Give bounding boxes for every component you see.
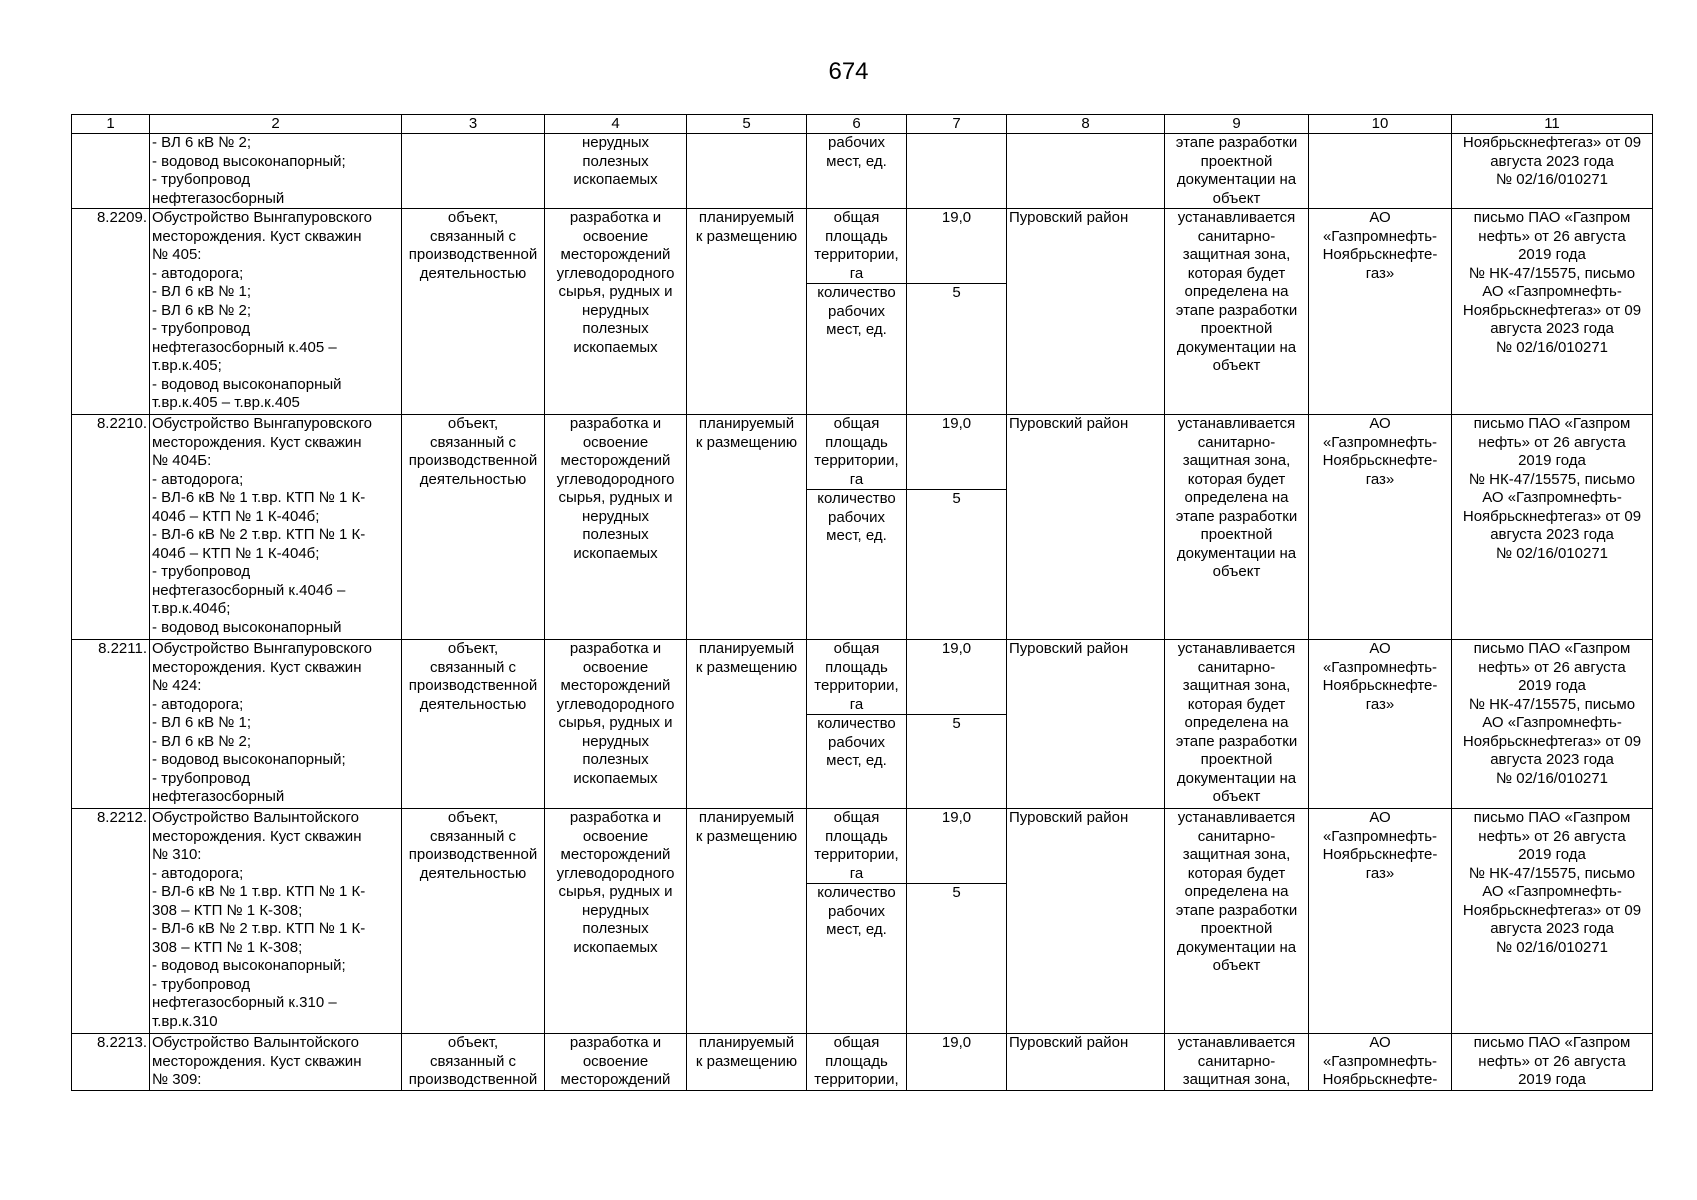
row-number: 8.2211.	[72, 640, 150, 809]
owner: АО «Газпромнефть- Ноябрьскнефте- газ»	[1309, 809, 1452, 1034]
column-header: 6	[807, 115, 907, 134]
object-name: Обустройство Валынтойского месторождения. Куст скважин № 310: - автодорога; - ВЛ-6 кВ № 1 т.вр. КТП № 1 К- 308 – КТП № 1 К-308; - ВЛ-6 кВ № 2 т.вр. КТП № 1 К- 308 – КТП № 1 К-308; - водовод высоконапорный; - трубопровод нефтегазосборный к.310 – т.вр.к.310	[150, 809, 402, 1034]
area-value: 19,0	[907, 809, 1007, 884]
column-header: 11	[1452, 115, 1653, 134]
object-type: объект, связанный с производственной	[402, 1034, 545, 1091]
row-number	[72, 134, 150, 209]
area-value: 19,0	[907, 415, 1007, 490]
object-name: Обустройство Валынтойского месторождения. Куст скважин № 309:	[150, 1034, 402, 1091]
row-number: 8.2209.	[72, 209, 150, 415]
table-row	[72, 415, 1653, 490]
column-header: 7	[907, 115, 1007, 134]
column-header: 10	[1309, 115, 1452, 134]
object-purpose: разработка и освоение месторождений углеводородного сырья, рудных и нерудных полезных ископаемых	[545, 415, 687, 640]
location: Пуровский район	[1007, 640, 1165, 809]
object-name: Обустройство Вынгапуровского месторождения. Куст скважин № 404Б: - автодорога; - ВЛ-6 кВ № 1 т.вр. КТП № 1 К- 404б – КТП № 1 К-404б; - ВЛ-6 кВ № 2 т.вр. КТП № 1 К- 404б – КТП № 1 К-404б; - трубопровод нефтегазосборный к.404б – т.вр.к.404б; - водовод высоконапорный	[150, 415, 402, 640]
jobs-label: количество рабочих мест, ед.	[807, 715, 907, 809]
column-header: 1	[72, 115, 150, 134]
object-status: планируемый к размещению	[687, 809, 807, 1034]
basis: Ноябрьскнефтегаз» от 09 августа 2023 года № 02/16/010271	[1452, 134, 1653, 209]
object-purpose: разработка и освоение месторождений	[545, 1034, 687, 1091]
zone-note: устанавливается санитарно- защитная зона,	[1165, 1034, 1309, 1091]
object-type: объект, связанный с производственной деятельностью	[402, 809, 545, 1034]
area-label: общая площадь территории, га	[807, 209, 907, 284]
jobs-value: 5	[907, 490, 1007, 640]
jobs-value: 5	[907, 884, 1007, 1034]
area-label: общая площадь территории,	[807, 1034, 907, 1091]
object-type: объект, связанный с производственной деятельностью	[402, 209, 545, 415]
zone-note: устанавливается санитарно- защитная зона, которая будет определена на этапе разработки проектной документации на объект	[1165, 415, 1309, 640]
object-status: планируемый к размещению	[687, 415, 807, 640]
basis: письмо ПАО «Газпром нефть» от 26 августа 2019 года № НК-47/15575, письмо АО «Газпромнефть- Ноябрьскнефтегаз» от 09 августа 2023 года № 02/16/010271	[1452, 809, 1653, 1034]
page-number: 674	[828, 58, 869, 85]
row-number: 8.2212.	[72, 809, 150, 1034]
object-purpose: разработка и освоение месторождений углеводородного сырья, рудных и нерудных полезных ископаемых	[545, 640, 687, 809]
owner: АО «Газпромнефть- Ноябрьскнефте- газ»	[1309, 209, 1452, 415]
object-name: - ВЛ 6 кВ № 2; - водовод высоконапорный; - трубопровод нефтегазосборный	[150, 134, 402, 209]
jobs-value: 5	[907, 715, 1007, 809]
area-value: 19,0	[907, 209, 1007, 284]
owner: АО «Газпромнефть- Ноябрьскнефте- газ»	[1309, 415, 1452, 640]
area-value: 19,0	[907, 1034, 1007, 1091]
column-header: 8	[1007, 115, 1165, 134]
area-label: общая площадь территории, га	[807, 640, 907, 715]
zone-note: этапе разработки проектной документации на объект	[1165, 134, 1309, 209]
zone-note: устанавливается санитарно- защитная зона, которая будет определена на этапе разработки проектной документации на объект	[1165, 209, 1309, 415]
location	[1007, 134, 1165, 209]
area-value: 19,0	[907, 640, 1007, 715]
owner: АО «Газпромнефть- Ноябрьскнефте- газ»	[1309, 640, 1452, 809]
object-name: Обустройство Вынгапуровского месторождения. Куст скважин № 405: - автодорога; - ВЛ 6 кВ № 1; - ВЛ 6 кВ № 2; - трубопровод нефтегазосборный к.405 – т.вр.к.405; - водовод высоконапорный т.вр.к.405 – т.вр.к.405	[150, 209, 402, 415]
object-status: планируемый к размещению	[687, 1034, 807, 1091]
column-header: 2	[150, 115, 402, 134]
row-number: 8.2213.	[72, 1034, 150, 1091]
header-row	[72, 115, 1653, 134]
location: Пуровский район	[1007, 1034, 1165, 1091]
object-name: Обустройство Вынгапуровского месторождения. Куст скважин № 424: - автодорога; - ВЛ 6 кВ № 1; - ВЛ 6 кВ № 2; - водовод высоконапорный; - трубопровод нефтегазосборный	[150, 640, 402, 809]
basis: письмо ПАО «Газпром нефть» от 26 августа 2019 года № НК-47/15575, письмо АО «Газпромнефть- Ноябрьскнефтегаз» от 09 августа 2023 года № 02/16/010271	[1452, 209, 1653, 415]
location: Пуровский район	[1007, 209, 1165, 415]
characteristic-label: рабочих мест, ед.	[807, 134, 907, 209]
zone-note: устанавливается санитарно- защитная зона, которая будет определена на этапе разработки проектной документации на объект	[1165, 809, 1309, 1034]
basis: письмо ПАО «Газпром нефть» от 26 августа 2019 года № НК-47/15575, письмо АО «Газпромнефть- Ноябрьскнефтегаз» от 09 августа 2023 года № 02/16/010271	[1452, 415, 1653, 640]
object-purpose: разработка и освоение месторождений углеводородного сырья, рудных и нерудных полезных ископаемых	[545, 209, 687, 415]
table-row	[72, 209, 1653, 284]
column-header: 4	[545, 115, 687, 134]
continuation-row	[72, 134, 1653, 209]
table-row	[72, 640, 1653, 715]
table-row	[72, 809, 1653, 884]
location: Пуровский район	[1007, 415, 1165, 640]
row-number: 8.2210.	[72, 415, 150, 640]
registry-table	[71, 114, 1653, 1091]
column-header: 9	[1165, 115, 1309, 134]
column-header: 5	[687, 115, 807, 134]
jobs-value: 5	[907, 284, 1007, 415]
jobs-label: количество рабочих мест, ед.	[807, 284, 907, 415]
area-label: общая площадь территории, га	[807, 415, 907, 490]
area-label: общая площадь территории, га	[807, 809, 907, 884]
object-type: объект, связанный с производственной деятельностью	[402, 415, 545, 640]
owner	[1309, 134, 1452, 209]
table-row	[72, 1034, 1653, 1091]
object-status: планируемый к размещению	[687, 640, 807, 809]
object-purpose: разработка и освоение месторождений углеводородного сырья, рудных и нерудных полезных ископаемых	[545, 809, 687, 1034]
basis: письмо ПАО «Газпром нефть» от 26 августа 2019 года	[1452, 1034, 1653, 1091]
object-status: планируемый к размещению	[687, 209, 807, 415]
location: Пуровский район	[1007, 809, 1165, 1034]
basis: письмо ПАО «Газпром нефть» от 26 августа 2019 года № НК-47/15575, письмо АО «Газпромнефть- Ноябрьскнефтегаз» от 09 августа 2023 года № 02/16/010271	[1452, 640, 1653, 809]
column-header: 3	[402, 115, 545, 134]
owner: АО «Газпромнефть- Ноябрьскнефте-	[1309, 1034, 1452, 1091]
object-purpose: нерудных полезных ископаемых	[545, 134, 687, 209]
object-status	[687, 134, 807, 209]
jobs-label: количество рабочих мест, ед.	[807, 884, 907, 1034]
object-type: объект, связанный с производственной деятельностью	[402, 640, 545, 809]
zone-note: устанавливается санитарно- защитная зона, которая будет определена на этапе разработки проектной документации на объект	[1165, 640, 1309, 809]
jobs-label: количество рабочих мест, ед.	[807, 490, 907, 640]
characteristic-value	[907, 134, 1007, 209]
object-type	[402, 134, 545, 209]
